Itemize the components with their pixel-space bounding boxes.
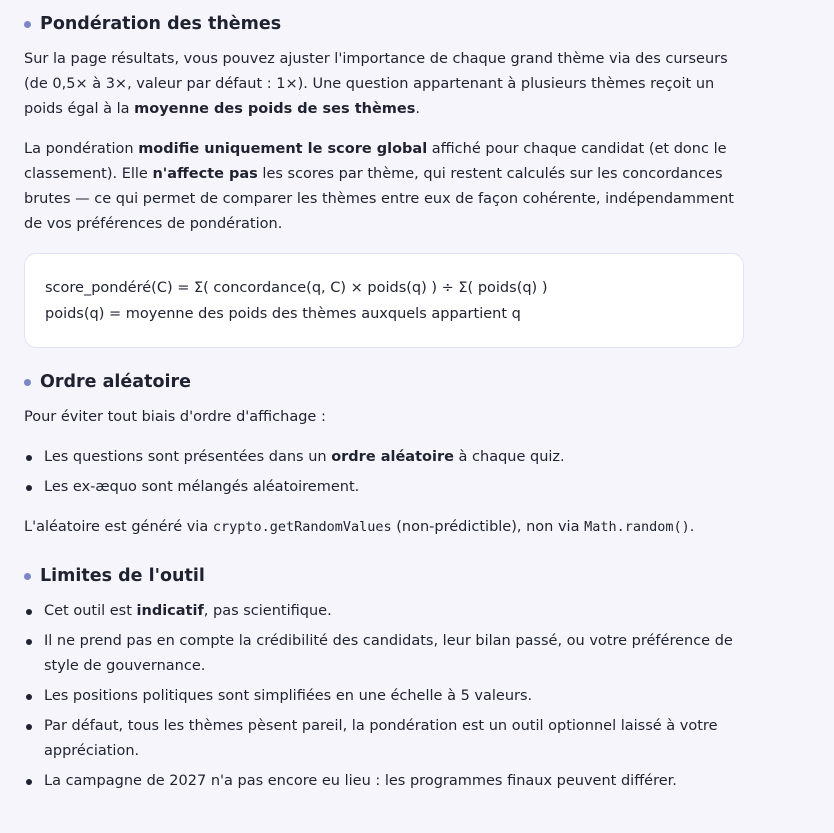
text-run: , pas scientifique. (203, 603, 332, 619)
inline-code: Math.random() (584, 519, 690, 535)
text-run: Cet outil est (44, 603, 137, 619)
bold-text: ordre aléatoire (331, 449, 454, 465)
text-run: Sur la page résultats, vous pouvez ajuster l'importance de chaque grand thème via des curseurs (de 0,5× à 3×, valeur par défaut : 1×). Une question appartenant à plusieurs thèmes reçoit un poids égal à la (24, 51, 728, 117)
bullet-dot-icon (24, 573, 31, 580)
formula-line-score: score_pondéré(C) = Σ( concordance(q, C) × poids(q) ) ÷ Σ( poids(q) ) (45, 280, 548, 296)
list-item: La campagne de 2027 n'a pas encore eu lieu : les programmes finaux peuvent différer. (24, 769, 754, 794)
text-run: Les questions sont présentées dans un (44, 449, 332, 465)
section-title-ponderation (24, 11, 754, 37)
bold-text: moyenne des poids de ses thèmes (134, 101, 416, 117)
text-run: La pondération (24, 141, 139, 157)
bullet-dot-icon (24, 21, 31, 28)
list-item: Les positions politiques sont simplifiées en une échelle à 5 valeurs. (24, 684, 754, 709)
section-title-text: Ordre aléatoire (40, 372, 191, 392)
inline-code: crypto.getRandomValues (212, 519, 392, 535)
formula-box (24, 253, 744, 348)
ponderation-paragraph-2 (24, 137, 754, 237)
section-title-text: Pondération des thèmes (40, 14, 282, 34)
text-run: les scores par thème, qui restent calculés sur les concordances brutes — ce qui permet de comparer les thèmes entre eux de façon cohérente, indépendamment de vos préférences de pondération. (24, 166, 734, 232)
text-run: L'aléatoire est généré via (24, 519, 213, 535)
bold-text: indicatif (136, 603, 204, 619)
list-item: Les ex-æquo sont mélangés aléatoirement. (24, 475, 754, 500)
list-item (24, 445, 754, 470)
ordre-list (24, 445, 754, 500)
limites-list (24, 599, 754, 794)
section-title-limites (24, 563, 754, 589)
section-title-ordre (24, 369, 754, 395)
bold-text: n'affecte pas (152, 166, 258, 182)
content-column (24, 11, 754, 794)
list-item (24, 599, 754, 624)
text-run: (non-prédictible), non via (391, 519, 585, 535)
text-run: . (415, 101, 420, 117)
ponderation-paragraph-1 (24, 47, 754, 122)
ordre-note (24, 515, 754, 540)
list-item: Il ne prend pas en compte la crédibilité des candidats, leur bilan passé, ou votre préférence de style de gouvernance. (24, 629, 754, 679)
text-run: à chaque quiz. (453, 449, 565, 465)
list-item: Par défaut, tous les thèmes pèsent pareil, la pondération est un outil optionnel laissé à votre appréciation. (24, 714, 754, 764)
ordre-intro: Pour éviter tout biais d'ordre d'affichage : (24, 409, 326, 425)
text-run: affiché pour chaque candidat (et donc le classement). Elle (24, 141, 727, 182)
text-run: . (689, 519, 695, 535)
bold-text: modifie uniquement le score global (138, 141, 428, 157)
bullet-dot-icon (24, 379, 31, 386)
formula-line-weight: poids(q) = moyenne des poids des thèmes auxquels appartient q (45, 306, 521, 322)
section-title-text: Limites de l'outil (40, 566, 205, 586)
